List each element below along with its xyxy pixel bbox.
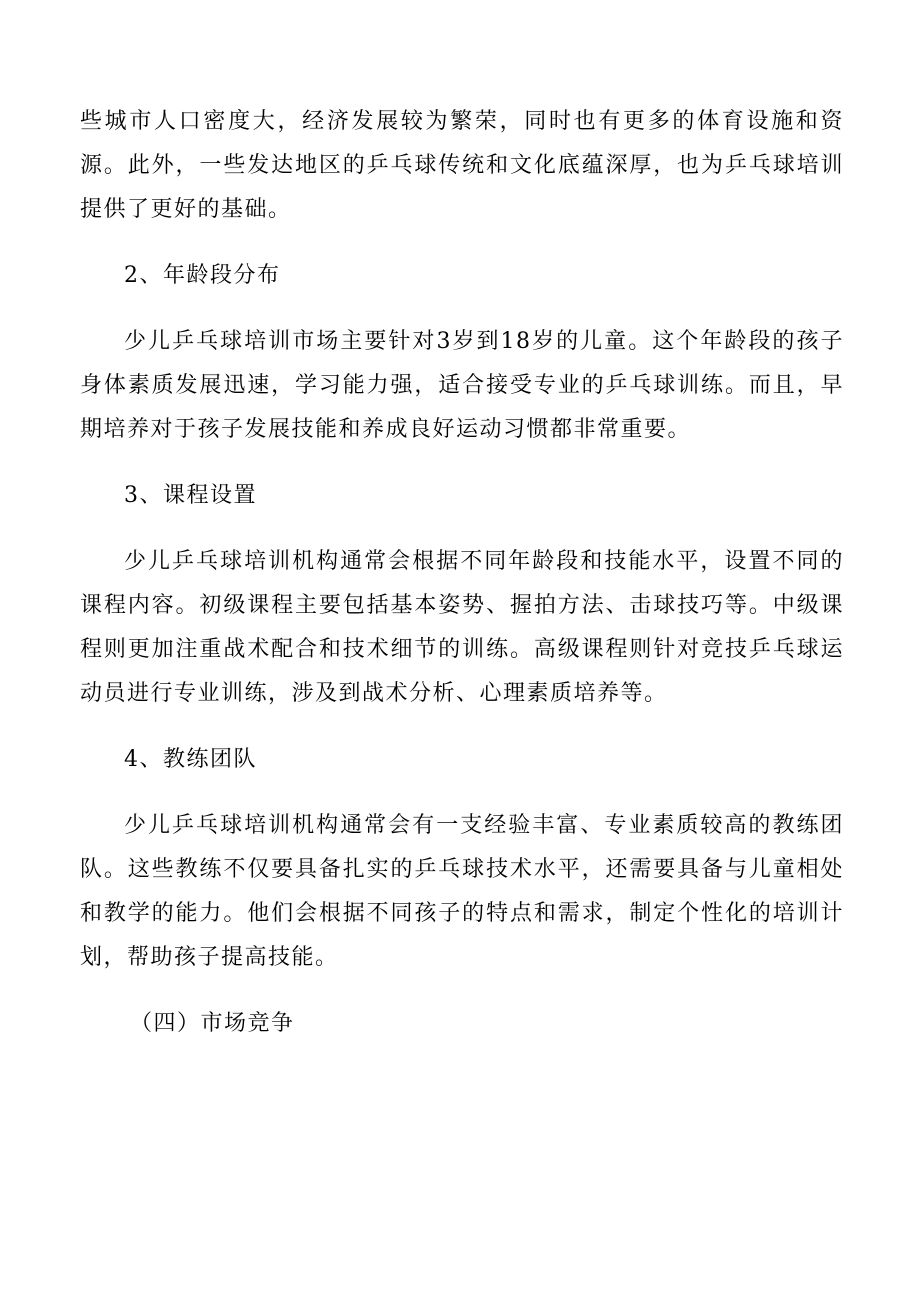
paragraph-course-setup: 少儿乒乓球培训机构通常会根据不同年龄段和技能水平，设置不同的课程内容。初级课程主要包括基本姿势、握拍方法、击球技巧等。中级课程则更加注重战术配合和技术细节的训练。高级课程则针对竞技乒乓球运动员进行专业训练，涉及到战术分析、心理素质培养等。 [80,549,844,706]
heading-age-distribution: 2、年龄段分布 [124,263,281,288]
paragraph-regional-distribution-continued: 些城市人口密度大，经济发展较为繁荣，同时也有更多的体育设施和资源。此外，一些发达地区的乒乓球传统和文化底蕴深厚，也为乒乓球培训提供了更好的基础。 [80,109,844,222]
heading-market-competition: （四）市场竞争 [130,1011,295,1036]
heading-coaching-team: 4、教练团队 [124,747,257,772]
document-body [80,100,844,1068]
heading-course-setup: 3、课程设置 [124,483,257,508]
paragraph-age-distribution: 少儿乒乓球培训市场主要针对3岁到18岁的儿童。这个年龄段的孩子身体素质发展迅速，学习能力强，适合接受专业的乒乓球训练。而且，早期培养对于孩子发展技能和养成良好运动习惯都非常重要。 [80,329,844,442]
paragraph-coaching-team: 少儿乒乓球培训机构通常会有一支经验丰富、专业素质较高的教练团队。这些教练不仅要具备扎实的乒乓球技术水平，还需要具备与儿童相处和教学的能力。他们会根据不同孩子的特点和需求，制定个性化的培训计划，帮助孩子提高技能。 [80,813,844,970]
